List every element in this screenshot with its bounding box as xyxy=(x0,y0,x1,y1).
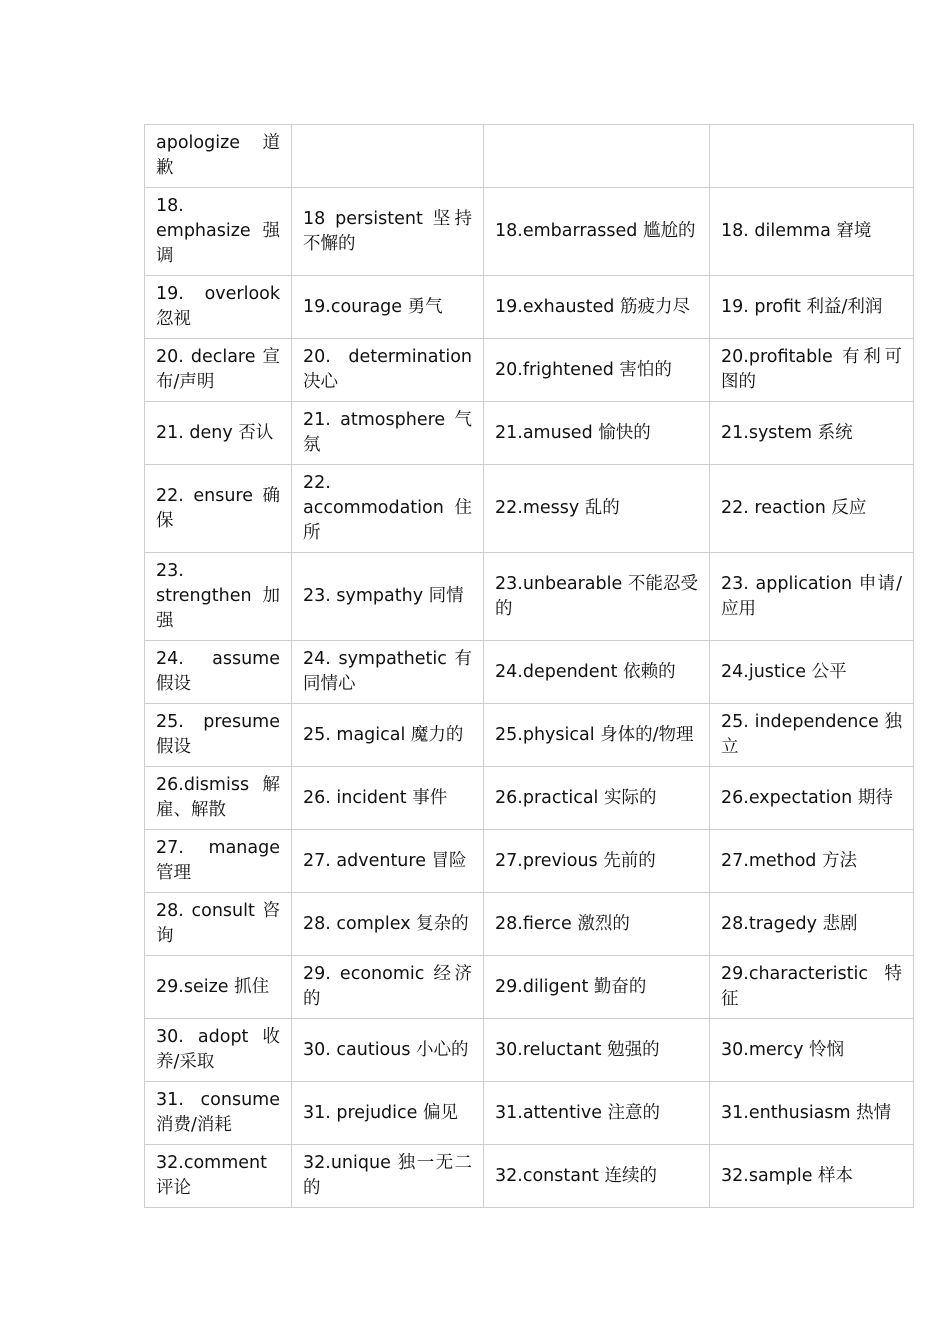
table-cell: 21. atmosphere 气氛 xyxy=(292,402,484,465)
table-cell: 27. adventure 冒险 xyxy=(292,830,484,893)
table-cell: 31. prejudice 偏见 xyxy=(292,1082,484,1145)
table-cell: 29.diligent 勤奋的 xyxy=(484,956,710,1019)
table-cell: 29. economic 经济的 xyxy=(292,956,484,1019)
table-cell: 19.courage 勇气 xyxy=(292,276,484,339)
table-cell: 23. sympathy 同情 xyxy=(292,553,484,641)
table-cell: 31.attentive 注意的 xyxy=(484,1082,710,1145)
table-cell: 27.previous 先前的 xyxy=(484,830,710,893)
table-cell: 18. emphasize 强调 xyxy=(145,188,292,276)
table-cell: 18. dilemma 窘境 xyxy=(710,188,914,276)
table-cell: 24. sympathetic 有同情心 xyxy=(292,641,484,704)
table-cell: 30. adopt 收养/采取 xyxy=(145,1019,292,1082)
table-cell: 26. incident 事件 xyxy=(292,767,484,830)
table-row xyxy=(145,276,914,339)
table-cell: 23. application 申请/应用 xyxy=(710,553,914,641)
table-cell: 32.sample 样本 xyxy=(710,1145,914,1208)
table-cell: 24.dependent 依赖的 xyxy=(484,641,710,704)
table-cell: 30.mercy 怜悯 xyxy=(710,1019,914,1082)
table-cell: 22.messy 乱的 xyxy=(484,465,710,553)
table-cell: 24.justice 公平 xyxy=(710,641,914,704)
table-cell: 24. assume 假设 xyxy=(145,641,292,704)
table-cell: 29.characteristic 特征 xyxy=(710,956,914,1019)
table-cell xyxy=(292,125,484,188)
table-cell xyxy=(710,125,914,188)
table-row xyxy=(145,188,914,276)
table-cell: 32.constant 连续的 xyxy=(484,1145,710,1208)
table-row xyxy=(145,767,914,830)
table-cell: 28. complex 复杂的 xyxy=(292,893,484,956)
table-cell: 20.frightened 害怕的 xyxy=(484,339,710,402)
table-cell: 25. magical 魔力的 xyxy=(292,704,484,767)
table-cell: 28. consult 咨询 xyxy=(145,893,292,956)
table-row xyxy=(145,339,914,402)
table-cell: 21. deny 否认 xyxy=(145,402,292,465)
table-cell: 19. overlook 忽视 xyxy=(145,276,292,339)
table-cell: 18.embarrassed 尴尬的 xyxy=(484,188,710,276)
table-cell: 30.reluctant 勉强的 xyxy=(484,1019,710,1082)
table-row xyxy=(145,704,914,767)
table-row xyxy=(145,553,914,641)
table-row xyxy=(145,1082,914,1145)
table-cell: 32.unique 独一无二的 xyxy=(292,1145,484,1208)
table-row xyxy=(145,1145,914,1208)
table-cell: 29.seize 抓住 xyxy=(145,956,292,1019)
table-row xyxy=(145,641,914,704)
table-cell: 22. reaction 反应 xyxy=(710,465,914,553)
table-cell: 21.system 系统 xyxy=(710,402,914,465)
table-row xyxy=(145,893,914,956)
table-cell: apologize 道歉 xyxy=(145,125,292,188)
table-row xyxy=(145,402,914,465)
table-cell: 32.comment 评论 xyxy=(145,1145,292,1208)
table-cell: 26.expectation 期待 xyxy=(710,767,914,830)
table-cell: 19.exhausted 筋疲力尽 xyxy=(484,276,710,339)
table-cell: 26.dismiss 解雇、解散 xyxy=(145,767,292,830)
table-cell: 20. determination 决心 xyxy=(292,339,484,402)
table-cell: 22. accommodation 住所 xyxy=(292,465,484,553)
table-cell: 25. presume 假设 xyxy=(145,704,292,767)
table-cell: 27. manage 管理 xyxy=(145,830,292,893)
table-cell: 21.amused 愉快的 xyxy=(484,402,710,465)
table-row xyxy=(145,125,914,188)
table-row xyxy=(145,956,914,1019)
vocabulary-table xyxy=(144,124,914,1208)
table-cell: 25.physical 身体的/物理 xyxy=(484,704,710,767)
table-row xyxy=(145,1019,914,1082)
table-cell: 31. consume 消费/消耗 xyxy=(145,1082,292,1145)
table-cell: 26.practical 实际的 xyxy=(484,767,710,830)
table-cell: 22. ensure 确保 xyxy=(145,465,292,553)
table-cell: 28.tragedy 悲剧 xyxy=(710,893,914,956)
table-cell: 20.profitable 有利可图的 xyxy=(710,339,914,402)
table-cell: 31.enthusiasm 热情 xyxy=(710,1082,914,1145)
table-cell: 20. declare 宣布/声明 xyxy=(145,339,292,402)
table-cell: 27.method 方法 xyxy=(710,830,914,893)
table-cell xyxy=(484,125,710,188)
table-row xyxy=(145,830,914,893)
table-cell: 23.unbearable 不能忍受的 xyxy=(484,553,710,641)
table-cell: 25. independence 独立 xyxy=(710,704,914,767)
table-cell: 19. profit 利益/利润 xyxy=(710,276,914,339)
table-cell: 28.fierce 激烈的 xyxy=(484,893,710,956)
table-cell: 23. strengthen 加强 xyxy=(145,553,292,641)
table-cell: 30. cautious 小心的 xyxy=(292,1019,484,1082)
table-cell: 18 persistent 坚持不懈的 xyxy=(292,188,484,276)
table-row xyxy=(145,465,914,553)
